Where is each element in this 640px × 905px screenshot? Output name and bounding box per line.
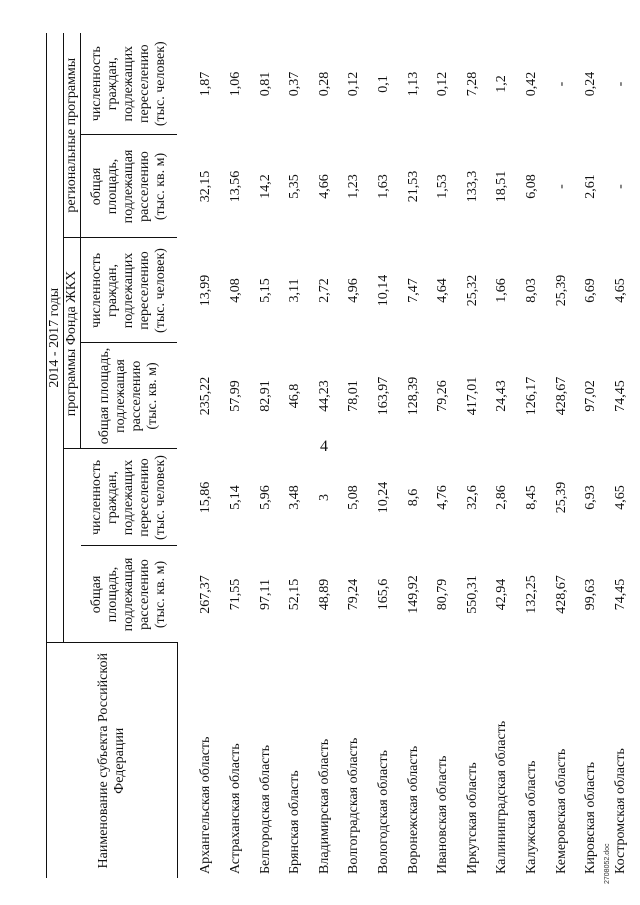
fund-people: 4,96 <box>346 278 362 303</box>
total-area: 74,45 <box>612 578 628 611</box>
total-people: 2,86 <box>494 485 510 510</box>
regional-people: 0,42 <box>523 71 539 97</box>
regional-area: 133,3 <box>464 170 480 203</box>
table-row <box>458 33 488 878</box>
fund-area: 78,01 <box>346 380 362 412</box>
total-people: 3,48 <box>287 485 303 510</box>
fund-people: 13,99 <box>198 274 214 307</box>
page-number: 4 <box>320 438 328 455</box>
region-name: Воронежская область <box>405 745 421 874</box>
region-name: Кемеровская область <box>553 748 569 874</box>
table-row <box>399 33 429 878</box>
table-row <box>280 33 310 878</box>
table-row <box>177 33 221 878</box>
regional-area: 14,2 <box>257 174 273 199</box>
regional-people: - <box>612 81 628 87</box>
header-fund-area: общая площадь, подлежащая расселению (тыс. кв. м) <box>81 343 178 449</box>
table-row <box>576 33 606 878</box>
regional-people: 0,12 <box>435 71 451 97</box>
fund-area: 44,23 <box>316 380 332 412</box>
total-area: 132,25 <box>523 575 539 614</box>
fund-people: 7,47 <box>405 278 421 303</box>
region-name: Волгоградская область <box>346 737 362 874</box>
fund-people: 8,03 <box>523 278 539 303</box>
fund-people: 25,39 <box>553 274 569 307</box>
fund-people: 25,32 <box>464 274 480 307</box>
regional-people: 0,81 <box>257 71 273 97</box>
total-people: 15,86 <box>198 481 214 514</box>
total-people: 4,76 <box>435 485 451 510</box>
regional-people: 1,06 <box>228 71 244 97</box>
fund-area: 82,91 <box>257 380 273 412</box>
regional-area: 32,15 <box>198 170 214 203</box>
total-people: 4,65 <box>612 485 628 510</box>
region-name: Астраханская область <box>228 743 244 874</box>
regional-area: 4,66 <box>316 174 332 199</box>
header-total-area: общая площадь, подлежащая расселению (тыс. кв. м) <box>81 546 178 643</box>
regional-area: 13,56 <box>228 170 244 203</box>
total-people: 5,08 <box>346 485 362 510</box>
regional-area: - <box>612 184 628 189</box>
regional-area: 21,53 <box>405 170 421 203</box>
total-area: 79,24 <box>346 578 362 611</box>
header-row-period <box>47 33 64 878</box>
table-row <box>606 33 636 878</box>
fund-people: 4,64 <box>435 278 451 303</box>
region-name: Вологодская область <box>376 750 391 874</box>
total-area: 71,55 <box>228 578 244 611</box>
regional-people: 0,12 <box>346 71 362 97</box>
total-people: 8,6 <box>405 488 421 507</box>
regional-area: 6,08 <box>523 174 539 199</box>
region-name: Калужская область <box>523 760 539 874</box>
fund-area: 163,97 <box>376 376 391 416</box>
total-area: 267,37 <box>198 575 214 614</box>
regional-people: 0,24 <box>583 71 599 97</box>
regional-people: 1,13 <box>405 71 421 97</box>
total-area: 428,67 <box>553 575 569 614</box>
total-area: 550,31 <box>464 575 480 614</box>
regional-people: 1,2 <box>494 75 510 93</box>
total-area: 42,94 <box>494 578 510 611</box>
fund-area: 235,22 <box>198 376 214 416</box>
fund-area: 24,43 <box>494 380 510 412</box>
footer-filename: 2708052.doc <box>604 843 611 884</box>
total-area: 97,11 <box>257 579 273 610</box>
fund-people: 3,11 <box>287 278 303 303</box>
header-group-fund: программы Фонда ЖКХ <box>64 238 81 449</box>
region-name: Белгородская область <box>257 744 273 874</box>
fund-people: 2,72 <box>316 278 332 303</box>
total-area: 149,92 <box>405 575 421 614</box>
fund-area: 428,67 <box>553 376 569 416</box>
header-total-people: численность граждан, подлежащих переселению (тыс. человек) <box>81 449 178 546</box>
fund-area: 74,45 <box>612 380 628 412</box>
header-regional-area: общая площадь, подлежащая расселению (тыс. кв. м) <box>81 135 178 238</box>
regional-people: 0,28 <box>316 71 332 97</box>
fund-area: 46,8 <box>287 383 303 409</box>
fund-people: 4,65 <box>612 278 628 303</box>
total-area: 52,15 <box>287 578 303 611</box>
fund-area: 57,99 <box>228 380 244 412</box>
region-name: Кировская область <box>583 761 599 874</box>
total-people: 5,14 <box>228 485 244 510</box>
regional-area: - <box>553 184 569 189</box>
table-row <box>547 33 577 878</box>
table-row <box>221 33 251 878</box>
total-people: 6,93 <box>583 485 599 510</box>
regional-area: 2,61 <box>583 174 599 199</box>
resettlement-table <box>46 33 636 878</box>
header-group-regional: региональные программы <box>64 33 81 238</box>
regional-area: 1,23 <box>346 174 362 199</box>
region-name: Костромская область <box>612 748 628 874</box>
regional-area: 1,53 <box>435 174 451 199</box>
regional-people: - <box>553 81 569 87</box>
regional-area: 18,51 <box>494 170 510 203</box>
total-area: 80,79 <box>435 578 451 611</box>
regional-area: 1,63 <box>376 174 391 199</box>
table-row <box>251 33 281 878</box>
region-name: Ивановская область <box>435 755 451 874</box>
region-name: Архангельская область <box>198 736 214 874</box>
region-name: Иркутская область <box>464 762 480 874</box>
header-regional-people: численность граждан, подлежащих переселению (тыс. человек) <box>81 33 178 135</box>
fund-people: 5,15 <box>257 278 273 303</box>
table-body <box>177 33 635 878</box>
regional-people: 0,37 <box>287 71 303 97</box>
fund-people: 6,69 <box>583 278 599 303</box>
table-row <box>340 33 370 878</box>
regional-people: 0,1 <box>376 75 391 93</box>
region-name: Брянская область <box>287 770 303 874</box>
region-name: Калининградская область <box>494 720 510 874</box>
total-people: 8,45 <box>523 485 539 510</box>
total-people: 10,24 <box>376 481 391 514</box>
fund-area: 126,17 <box>523 376 539 416</box>
fund-area: 417,01 <box>464 376 480 416</box>
regional-people: 7,28 <box>464 71 480 97</box>
total-area: 165,6 <box>376 578 391 611</box>
fund-area: 128,39 <box>405 376 421 416</box>
header-fund-people: численность граждан, подлежащих переселению (тыс. человек) <box>81 238 178 343</box>
table-row <box>310 33 340 878</box>
header-region: Наименование субъекта Российской Федерации <box>47 643 178 878</box>
total-people: 5,96 <box>257 485 273 510</box>
regional-people: 1,87 <box>198 71 214 97</box>
header-period: 2014 - 2017 годы <box>47 33 64 643</box>
total-people: 25,39 <box>553 481 569 514</box>
total-people: 3 <box>316 494 332 501</box>
table-row <box>488 33 518 878</box>
total-people: 32,6 <box>464 485 480 510</box>
fund-people: 10,14 <box>376 274 391 307</box>
fund-area: 97,02 <box>583 380 599 412</box>
fund-people: 1,66 <box>494 278 510 303</box>
table-row <box>428 33 458 878</box>
fund-area: 79,26 <box>435 380 451 412</box>
table-row <box>517 33 547 878</box>
total-area: 48,89 <box>316 578 332 611</box>
header-total-blank <box>64 449 81 643</box>
regional-area: 5,35 <box>287 174 303 199</box>
table-row <box>369 33 399 878</box>
region-name: Владимирская область <box>316 738 332 874</box>
fund-people: 4,08 <box>228 278 244 303</box>
total-area: 99,63 <box>583 578 599 611</box>
